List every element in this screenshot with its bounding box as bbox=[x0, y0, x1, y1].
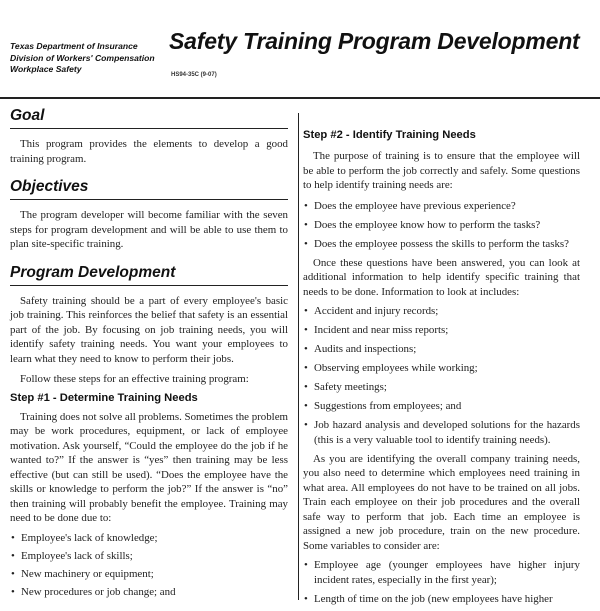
objectives-text: The program developer will become familiar with the seven steps for program development and will be able to use them to plan site-specific training. bbox=[10, 209, 288, 250]
step1-heading: Step #1 - Determine Training Needs bbox=[10, 391, 198, 404]
goal-heading: Goal bbox=[10, 106, 288, 129]
step2-question-list bbox=[303, 199, 580, 252]
column-divider bbox=[298, 113, 299, 600]
list-item: • Does the employee know how to perform the tasks? bbox=[303, 218, 580, 233]
list-item: • Employee's lack of knowledge; bbox=[10, 531, 288, 546]
form-code: HS94-35C (9-07) bbox=[171, 72, 217, 78]
agency-line: Workplace Safety bbox=[10, 64, 82, 74]
step2-heading: Step #2 - Identify Training Needs bbox=[303, 129, 476, 141]
objectives-heading: Objectives bbox=[10, 177, 288, 200]
right-column bbox=[303, 128, 580, 611]
list-item: • Accident and injury records; bbox=[303, 304, 580, 319]
step1-text: Training does not solve all problems. Sometimes the problem may be work procedures, equipment, or lack of employee motivation. Ask yourself, “Could the employee do the job if he wanted to?” If the answer is “yes” then training may be less effective (but can still be used). “Does the employee have the skills or knowledge to perform the job?” If the answer is “no” then training will probably benefit the employee. Training may need to be done due to: bbox=[10, 410, 288, 524]
goal-text: This program provides the elements to develop a good training program. bbox=[10, 138, 288, 165]
step2-employee-variables: As you are identifying the overall company training needs, you also need to determine which employees need training in what area. All employees do not have to be trained on all jobs. Train each employee on their job procedures and the overall safe way to perform that job. Each time an employee is assigned a new job procedure, train on the new procedure. Some variables to consider are: bbox=[303, 452, 580, 552]
agency-line: Texas Department of Insurance bbox=[10, 41, 138, 51]
step2-intro: The purpose of training is to ensure that the employee will be able to perform the job correctly and safely. Some questions to help identify training needs are: bbox=[303, 150, 580, 191]
list-item: • Audits and inspections; bbox=[303, 342, 580, 357]
list-item: • New procedures or job change; and bbox=[10, 585, 288, 600]
list-item: • Employee age (younger employees have higher injury incident rates, especially in the first year); bbox=[303, 558, 580, 587]
left-column bbox=[10, 106, 288, 603]
list-item: • Observing employees while working; bbox=[303, 361, 580, 376]
list-item: • Does the employee possess the skills to perform the tasks? bbox=[303, 237, 580, 252]
header-divider bbox=[0, 97, 600, 99]
list-item: • Job hazard analysis and developed solutions for the hazards (this is a very valuable tool to identify training needs). bbox=[303, 418, 580, 447]
step2-variable-list bbox=[303, 558, 580, 606]
step2-info-list bbox=[303, 304, 580, 447]
list-item: • New machinery or equipment; bbox=[10, 567, 288, 582]
list-item: • Does the employee have previous experience? bbox=[303, 199, 580, 214]
agency-line: Division of Workers' Compensation bbox=[10, 52, 155, 63]
list-item: • Suggestions from employees; and bbox=[303, 399, 580, 414]
list-item: • Length of time on the job (new employees have higher bbox=[303, 592, 580, 607]
list-item: • Safety meetings; bbox=[303, 380, 580, 395]
document-title: Safety Training Program Development bbox=[169, 28, 580, 54]
program-development-steps-intro: Follow these steps for an effective training program: bbox=[20, 373, 249, 385]
program-development-text: Safety training should be a part of every employee's basic job training. This reinforces the belief that safety is an essential part of the job. By focusing on job training needs, you will identify safety training needs. You want your employees to learn what they need to know to perform their jobs. bbox=[10, 294, 288, 365]
step2-additional-info: Once these questions have been answered, you can look at additional information to help identify specific training that needs to be done. Information to look at includes: bbox=[303, 256, 580, 298]
agency-block bbox=[10, 41, 170, 76]
list-item: • Employee's lack of skills; bbox=[10, 549, 288, 564]
list-item: • Incident and near miss reports; bbox=[303, 323, 580, 338]
program-development-heading: Program Development bbox=[10, 263, 288, 286]
step1-list bbox=[10, 531, 288, 600]
